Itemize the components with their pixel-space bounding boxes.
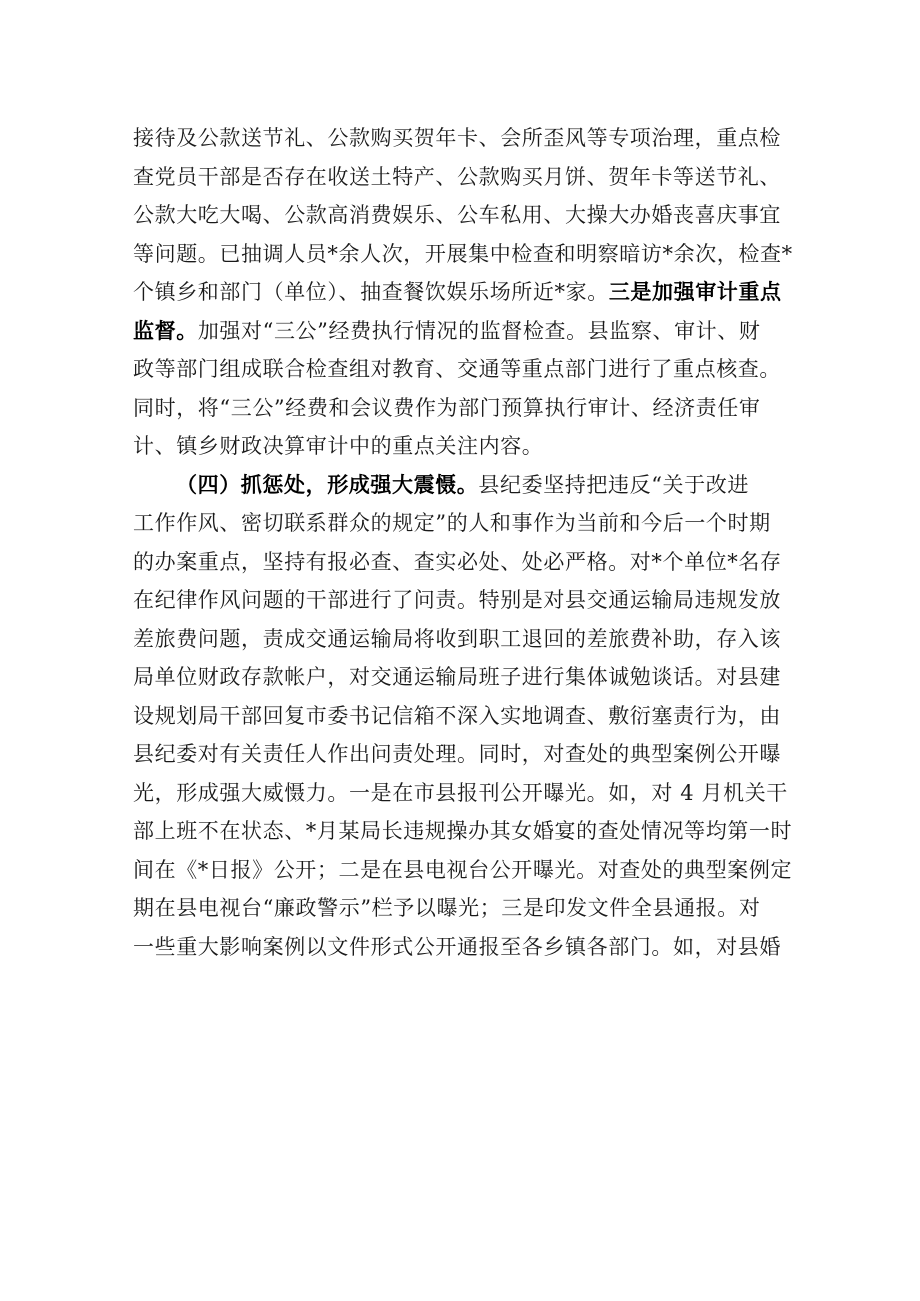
text-line: 计、镇乡财政决算审计中的重点关注内容。 (133, 434, 544, 458)
text-line: 县纪委对有关责任人作出问责处理。同时，对查处的典型案例公开曝 (133, 742, 781, 766)
text-segment: 县纪委坚持把违反“关于改进 (478, 472, 749, 497)
text-line: 期在县电视台“廉政警示”栏予以曝光；三是印发文件全县通报。对 (133, 896, 761, 920)
bold-heading-segment: 三是加强审计重点 (608, 279, 782, 304)
bold-heading-segment: 监督。 (133, 317, 198, 343)
text-line: 查党员干部是否存在收送土特产、公款购买月饼、贺年卡等送节礼、 (133, 164, 781, 189)
text-line: 等问题。已抽调人员*余人次，开展集中检查和明察暗访*余次，检查* (133, 241, 793, 266)
text-line: 接待及公款送节礼、公款购买贺年卡、会所歪风等专项治理，重点检 (133, 126, 781, 150)
text-line: 差旅费问题，责成交通运输局将收到职工退回的差旅费补助，存入该 (133, 626, 781, 651)
text-line: 在纪律作风问题的干部进行了问责。特别是对县交通运输局违规发放 (133, 588, 781, 612)
text-line (133, 312, 793, 351)
text-segment: 加强对“三公”经费执行情况的监督检查。县监察、审计、财 (197, 318, 761, 343)
text-line: 部上班不在状态、*月某局长违规操办其女婚宴的查处情况等均第一时 (133, 819, 793, 843)
text-line: 间在《*日报》公开；二是在县电视台公开曝光。对查处的典型案例定 (133, 857, 793, 882)
section-heading: （四）抓惩处，形成强大震慑。 (176, 471, 479, 497)
text-line: 工作作风、密切联系群众的规定”的人和事作为当前和今后一个时期 (133, 511, 771, 535)
text-line (133, 273, 793, 312)
text-line: 一些重大影响案例以文件形式公开通报至各乡镇各部门。如，对县婚 (133, 934, 781, 959)
section-heading-line (133, 466, 793, 505)
text-segment: 个镇乡和部门（单位）、抽查餐饮娱乐场所近*家。 (133, 280, 609, 304)
text-line: 的办案重点，坚持有报必查、查实必处、处必严格。对*个单位*名存 (133, 549, 782, 574)
text-line: 公款大吃大喝、公款高消费娱乐、公车私用、大操大办婚丧喜庆事宜 (133, 203, 781, 227)
text-line: 同时，将“三公”经费和会议费作为部门预算执行审计、经济责任审 (133, 395, 761, 420)
body-text (133, 119, 793, 966)
text-line: 设规划局干部回复市委书记信箱不深入实地调查、敷衍塞责行为，由 (133, 703, 781, 728)
text-line: 光，形成强大威慑力。一是在市县报刊公开曝光。如，对 4 月机关干 (133, 780, 788, 805)
text-line: 局单位财政存款帐户，对交通运输局班子进行集体诚勉谈话。对县建 (133, 665, 781, 689)
text-line: 政等部门组成联合检查组对教育、交通等重点部门进行了重点核查。 (133, 357, 781, 381)
